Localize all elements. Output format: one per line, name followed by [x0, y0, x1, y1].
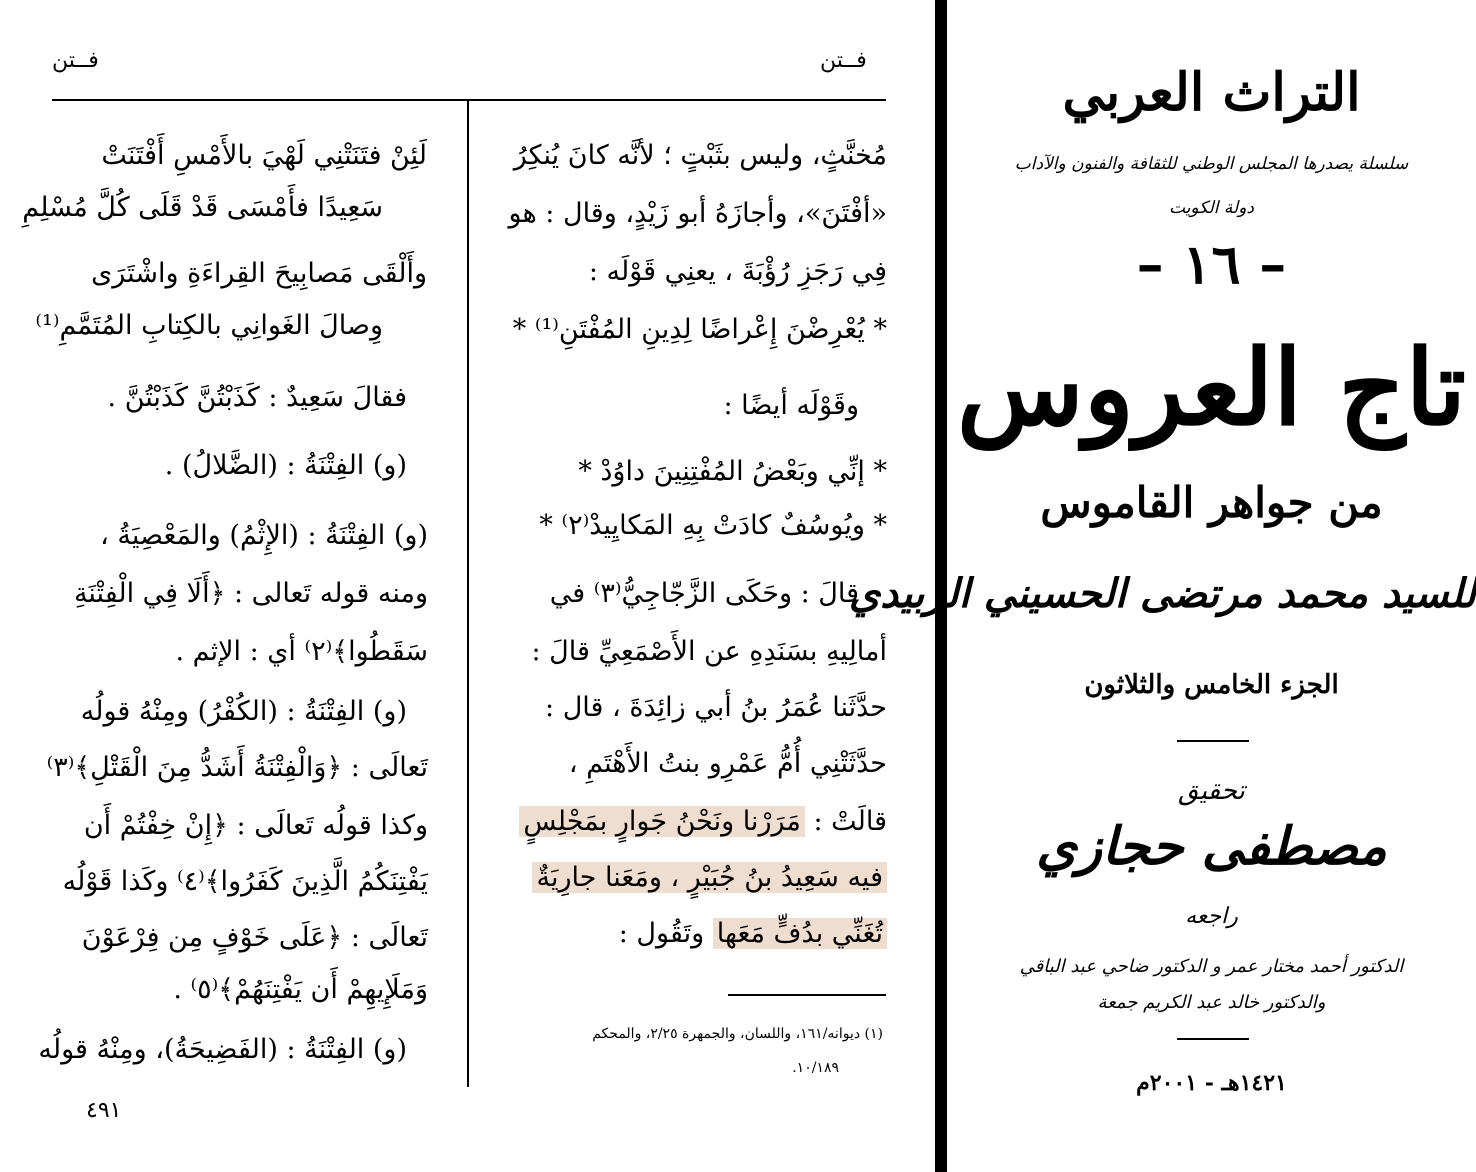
footnote-rule: [728, 994, 886, 996]
text-line: قالَ : وحَكَى الزَّجّاجِيُّ⁽٣⁾ في: [549, 578, 859, 609]
verse-line: وِصالَ الغَوانِي بالكِتابِ المُتَمَّمِ⁽¹⁾: [35, 310, 383, 341]
text-line: ومنه قوله تَعالى : ﴿أَلَا فِي الْفِتْنَةِ: [73, 578, 428, 609]
footnote: ١٠/١٨٩.: [792, 1060, 839, 1076]
text-line: [519, 802, 887, 842]
text-line: حدَّثَتْنِي أُمُّ عَمْرِو بنتُ الأَهْتَمِ ،: [568, 748, 887, 779]
page-number: ٤٩١: [86, 1098, 122, 1123]
highlighted-text[interactable]: مَرَرْنا ونَحْنُ جَوارٍ بمَجْلِسٍ: [519, 806, 805, 837]
text-line: أمالِيهِ بسَنَدِهِ عن الأَصْمَعِيِّ قالَ :: [531, 636, 887, 667]
text-line: سَقَطُوا﴾⁽٢⁾ أي : الإثم .: [175, 636, 428, 667]
main-title: تاج العروس: [956, 326, 1467, 449]
publication-date: ١٤٢١هـ - ٢٠٠١م: [1136, 1070, 1287, 1096]
text-line: (و) الفِتْنَةُ : (الإِثْمُ) والمَعْصِيَةُ ،: [100, 520, 428, 551]
reviewers-line: والدكتور خالد عبد الكريم جمعة: [1097, 992, 1326, 1013]
subtitle: من جواهر القاموس: [1040, 478, 1383, 527]
footnote: (١) ديوانه/١٦١، واللسان، والجمهرة ٢/٢٥، والمحكم: [592, 1026, 883, 1042]
ornament-divider: [1177, 1038, 1249, 1040]
text-line: فِي رَجَزِ رُؤْبَةَ ، يعنِي قَوْلَه :: [588, 256, 887, 287]
editor-name: مصطفى حجازي: [1036, 816, 1387, 877]
verse-line: وأَلْقَى مَصابِيحَ القِراءَةِ واشْتَرَى: [91, 258, 427, 289]
text-segment: وتَقُول :: [618, 918, 705, 949]
author-name: للسيد محمد مرتضى الحسيني الزبيدي: [848, 570, 1476, 617]
running-header-right: فــتن: [820, 48, 867, 73]
highlighted-text[interactable]: تُغَنِّي بدُفٍّ مَعَها: [713, 918, 887, 949]
text-line: [532, 858, 887, 898]
verse-line: * يُعْرِضْنَ إِعْراضًا لِدِينِ المُفْتَنِ⁽¹⁾ *: [512, 314, 887, 345]
text-line: «أفْتَنَ»، وأجازَهُ أبو زَيْدٍ، وقال : هو: [508, 198, 887, 229]
text-line: وكذا قولُه تَعالَى : ﴿إِنْ خِفْتُمْ أَن: [83, 810, 428, 841]
tahqiq-label: تحقيق: [1178, 776, 1245, 806]
text-line: تَعالَى : ﴿وَالْفِتْنَةُ أَشَدُّ مِنَ الْقَتْلِ﴾⁽٣⁾: [46, 752, 428, 783]
verse-line: لَئِنْ فتَنَتْنِي لَهْيَ بالأَمْسِ أَفْتَنَتْ: [101, 140, 427, 171]
verse-line: * إنِّي وبَعْضُ المُفْتِنِينَ داوُدْ *: [578, 456, 887, 487]
highlighted-text[interactable]: فيه سَعِيدُ بنُ جُبَيْرٍ ، ومَعَنا جارِيَةٌ: [532, 862, 887, 893]
text-line: تَعالَى : ﴿عَلَى خَوْفٍ مِن فِرْعَوْنَ: [81, 922, 428, 953]
reviewers-line: الدكتور أحمد مختار عمر و الدكتور ضاحي عبد الباقي: [1019, 956, 1404, 977]
volume-label: الجزء الخامس والثلاثون: [1084, 670, 1339, 700]
review-label: راجعه: [1185, 904, 1238, 929]
volume-series-number: – ١٦ –: [1136, 232, 1287, 296]
text-line: (و) الفِتْنَةُ : (الكُفْرُ) ومِنْهُ قولُه: [80, 696, 407, 727]
text-line: (و) الفِتْنَةُ : (الفَضِيحَةُ)، ومِنْهُ قولُه: [38, 1034, 407, 1065]
verse-line: * ويُوسُفٌ كادَتْ بِهِ المَكايِيدْ⁽٢⁾ *: [539, 510, 887, 541]
text-line: يَفْتِنَكُمُ الَّذِينَ كَفَرُوا﴾⁽٤⁾ وكَذا قَوْلُه: [62, 866, 428, 897]
running-header-left: فــتن: [52, 48, 99, 73]
text-segment: قالَتْ :: [813, 806, 887, 837]
country-label: دولة الكويت: [1169, 198, 1254, 218]
text-line: مُخنَّثٍ، وليس بثَبْتٍ ؛ لأنَّه كانَ يُنكِرُ: [513, 140, 887, 171]
header-rule: [52, 99, 886, 101]
text-line: وَمَلَإِيهِمْ أَن يَفْتِنَهُمْ﴾⁽٥⁾ .: [173, 974, 428, 1005]
text-line: (و) الفِتْنَةُ : (الضَّلالُ) .: [164, 450, 407, 481]
text-line: فقالَ سَعِيدٌ : كَذَبْتُنَّ كَذَبْتُنَّ .: [107, 382, 407, 413]
text-line: حدَّثَنا عُمَرُ بنُ أبي زائِدَةَ ، قال :: [545, 692, 887, 723]
text-line: [619, 914, 887, 954]
column-divider: [467, 101, 469, 1087]
text-line: وقَوْلَه أيضًا :: [723, 390, 859, 421]
series-title: التراث العربي: [1062, 62, 1361, 123]
series-description: سلسلة يصدرها المجلس الوطني للثقافة والفنون والآداب: [1014, 154, 1409, 174]
verse-line: سَعِيدًا فأَمْسَى قَدْ قَلَى كُلَّ مُسْلِمِ: [22, 192, 383, 223]
ornament-divider: [1177, 740, 1249, 742]
